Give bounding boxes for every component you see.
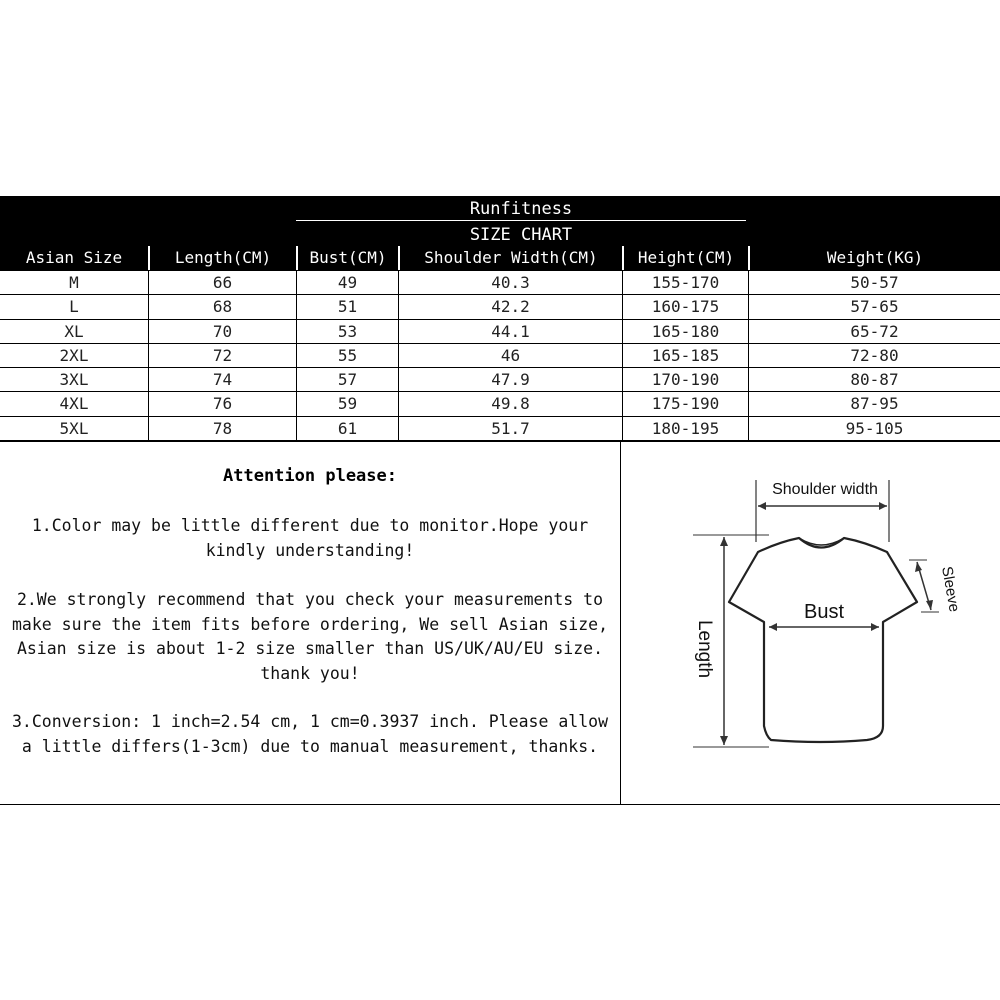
note-item: 2.We strongly recommend that you check your measurements to make sure the item fits before ordering, We sell Asian size, Asian size is about 1-2 size smaller than US/UK/AU/EU size. thank you! — [11, 590, 609, 683]
cell-length: 68 — [148, 295, 296, 318]
size-chart — [0, 196, 1000, 804]
cell-asian-size: M — [69, 273, 79, 292]
cell-height: 175-190 — [622, 392, 748, 415]
cell-shoulder-width: 42.2 — [398, 295, 622, 318]
cell-weight: 87-95 — [748, 392, 1000, 415]
col-header-asian-size: Asian Size — [25, 248, 123, 267]
cell-height: 165-180 — [622, 320, 748, 343]
cell-asian-size: 4XL — [59, 394, 89, 414]
cell-height: 155-170 — [622, 271, 748, 294]
cell-weight: 57-65 — [748, 295, 1000, 318]
sleeve-label: Sleeve — [938, 565, 963, 614]
cell-height: 180-195 — [622, 417, 748, 440]
cell-length: 70 — [148, 320, 296, 343]
cell-shoulder-width: 44.1 — [398, 320, 622, 343]
cell-shoulder-width: 49.8 — [398, 392, 622, 415]
cell-bust: 51 — [296, 295, 398, 318]
cell-length: 74 — [148, 368, 296, 391]
cell-shoulder-width: 47.9 — [398, 368, 622, 391]
table-row — [0, 344, 1000, 368]
col-header-weight: Weight(KG) — [748, 246, 1000, 270]
cell-asian-size: 3XL — [59, 370, 89, 390]
table-row — [0, 320, 1000, 344]
cell-length: 72 — [148, 344, 296, 367]
cell-bust: 57 — [296, 368, 398, 391]
col-header-bust: Bust(CM) — [296, 246, 398, 270]
note-item: 1.Color may be little different due to monitor.Hope your kindly understanding! — [31, 516, 589, 560]
cell-bust: 61 — [296, 417, 398, 440]
cell-length: 78 — [148, 417, 296, 440]
cell-height: 160-175 — [622, 295, 748, 318]
cell-bust: 59 — [296, 392, 398, 415]
length-label: Length — [694, 619, 715, 679]
measurement-diagram — [621, 442, 1000, 804]
col-header-shoulder-width: Shoulder Width(CM) — [398, 246, 622, 270]
brand-name: Runfitness — [296, 198, 746, 221]
attention-title: Attention please: — [223, 466, 397, 486]
cell-weight: 72-80 — [748, 344, 1000, 367]
shoulder-width-label: Shoulder width — [772, 481, 878, 498]
tshirt-icon — [621, 442, 1000, 804]
cell-shoulder-width: 46 — [398, 344, 622, 367]
bust-label: Bust — [803, 601, 845, 623]
cell-length: 66 — [148, 271, 296, 294]
cell-weight: 95-105 — [748, 417, 1000, 440]
cell-height: 165-185 — [622, 344, 748, 367]
note-item: 3.Conversion: 1 inch=2.54 cm, 1 cm=0.3937 inch. Please allow a little differs(1-3cm) due to manual measurement, thanks. — [11, 712, 609, 756]
cell-weight: 50-57 — [748, 271, 1000, 294]
cell-bust: 49 — [296, 271, 398, 294]
col-header-length: Length(CM) — [148, 246, 296, 270]
table-row — [0, 368, 1000, 392]
cell-bust: 53 — [296, 320, 398, 343]
table-row — [0, 417, 1000, 441]
col-header-height: Height(CM) — [622, 246, 748, 270]
table-row — [0, 295, 1000, 319]
cell-shoulder-width: 40.3 — [398, 271, 622, 294]
size-table-body — [0, 271, 1000, 441]
table-row — [0, 271, 1000, 295]
cell-asian-size: L — [69, 297, 79, 317]
cell-length: 76 — [148, 392, 296, 415]
cell-height: 170-190 — [622, 368, 748, 391]
chart-title: SIZE CHART — [469, 225, 573, 245]
cell-weight: 65-72 — [748, 320, 1000, 343]
lower-section — [0, 441, 1000, 805]
attention-notes — [0, 442, 621, 804]
table-row — [0, 392, 1000, 416]
cell-bust: 55 — [296, 344, 398, 367]
cell-asian-size: XL — [64, 321, 84, 341]
cell-shoulder-width: 51.7 — [398, 417, 622, 440]
cell-asian-size: 5XL — [59, 418, 89, 438]
chart-header — [0, 196, 1000, 271]
cell-weight: 80-87 — [748, 368, 1000, 391]
cell-asian-size: 2XL — [59, 345, 89, 365]
